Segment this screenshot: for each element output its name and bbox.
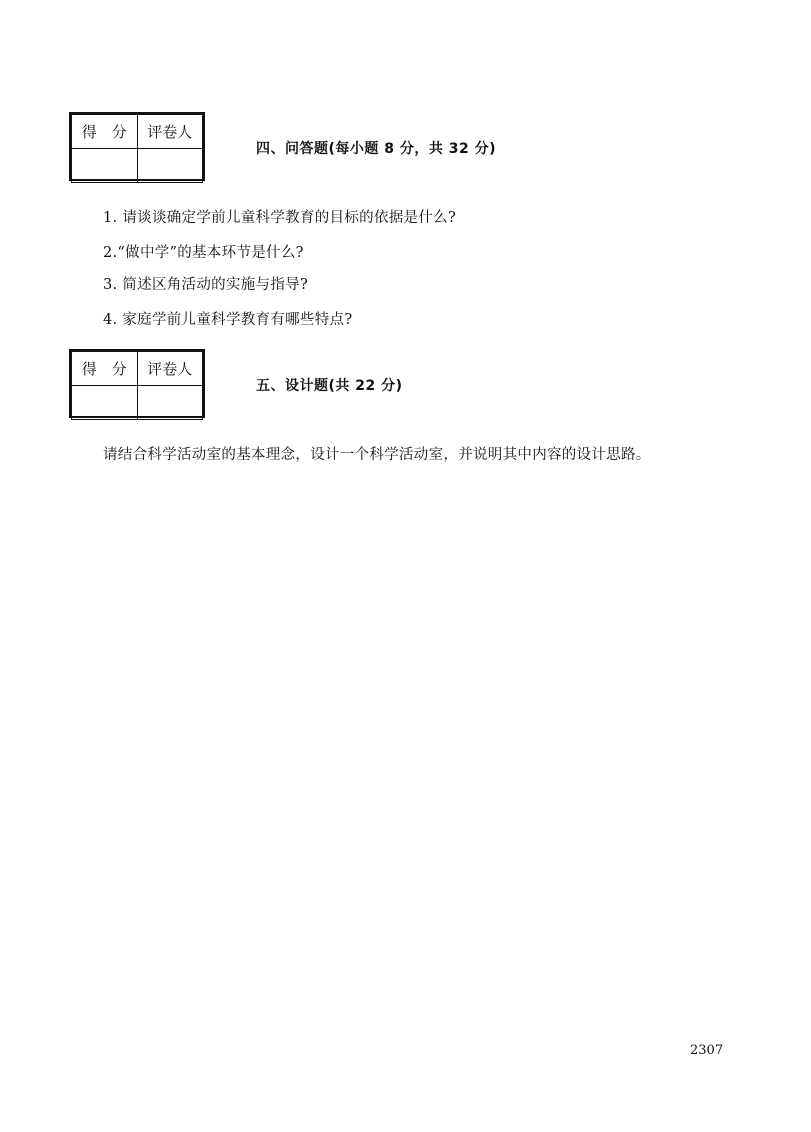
design-question: 请结合科学活动室的基本理念，设计一个科学活动室，并说明其中内容的设计思路。 (103, 447, 651, 463)
question-item: 4. 家庭学前儿童科学教育有哪些特点? (103, 312, 353, 328)
score-cell (72, 149, 138, 183)
section5-title: 五、设计题(共 22 分) (256, 378, 403, 394)
page-number: 2307 (690, 1043, 724, 1058)
grader-label: 评卷人 (137, 115, 203, 149)
score-label: 得 分 (72, 115, 138, 149)
grader-cell (137, 386, 203, 420)
score-table-grid (71, 351, 203, 420)
score-table-grid (71, 114, 203, 183)
section4-title: 四、问答题(每小题 8 分，共 32 分) (256, 141, 497, 157)
grader-label: 评卷人 (137, 352, 203, 386)
score-table-section5 (69, 349, 205, 418)
question-item: 3. 简述区角活动的实施与指导? (103, 277, 309, 293)
grader-cell (137, 149, 203, 183)
score-table-section4 (69, 112, 205, 181)
question-item: 1. 请谈谈确定学前儿童科学教育的目标的依据是什么? (103, 210, 457, 226)
score-cell (72, 386, 138, 420)
score-label: 得 分 (72, 352, 138, 386)
question-item: 2.“做中学”的基本环节是什么? (103, 245, 304, 261)
